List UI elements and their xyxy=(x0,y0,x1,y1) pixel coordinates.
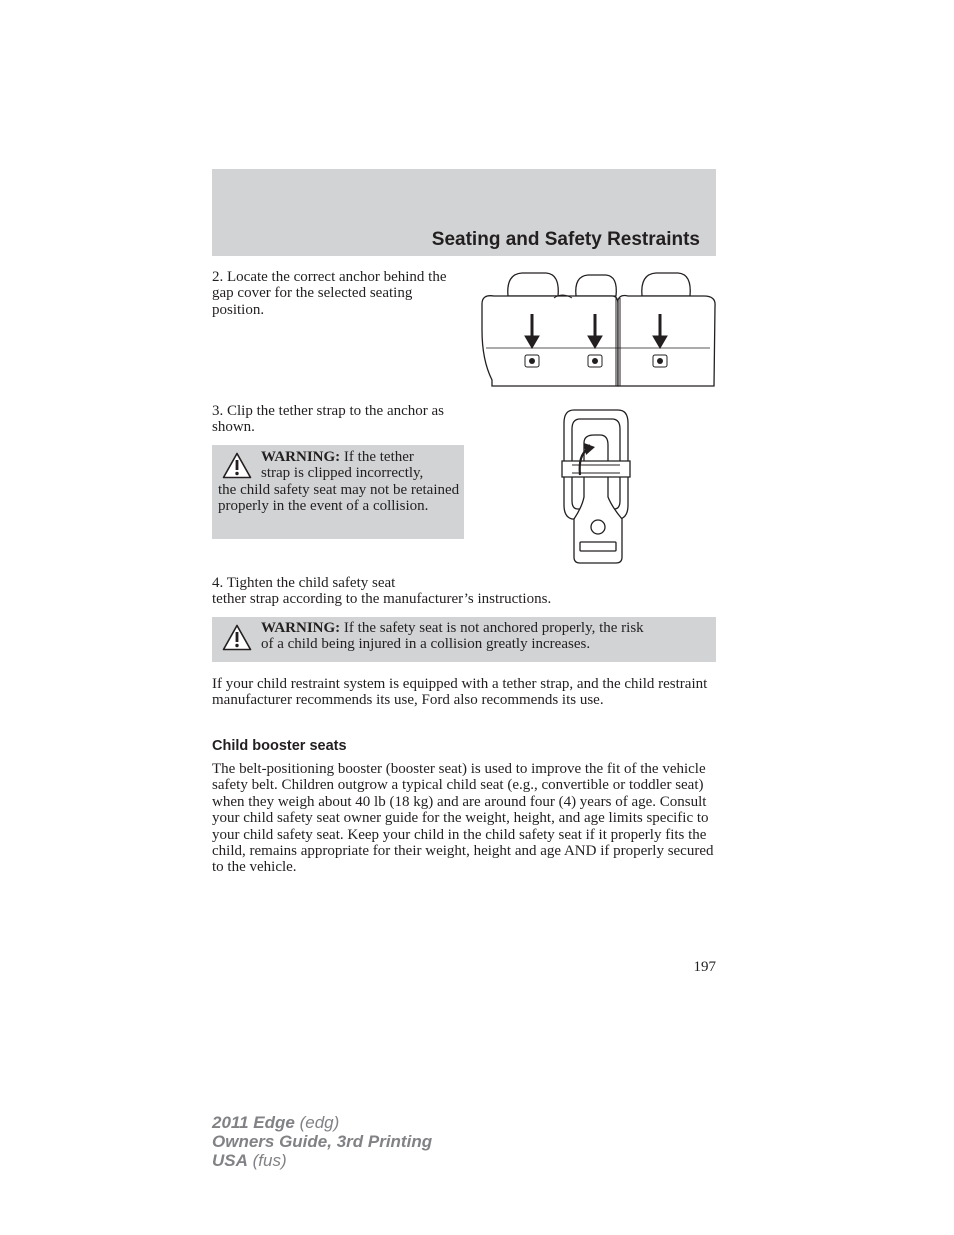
warning-box-tether xyxy=(212,445,464,539)
warning-label: WARNING: xyxy=(261,449,341,465)
footer-line-3 xyxy=(212,1151,432,1170)
footer-model: 2011 Edge xyxy=(212,1113,295,1132)
warning-triangle-icon xyxy=(222,624,252,651)
footer-line-2 xyxy=(212,1132,432,1151)
warning-box-anchoring xyxy=(212,617,716,662)
section-title: Seating and Safety Restraints xyxy=(431,229,700,250)
step-2-text: 2. Locate the correct anchor behind the gap cover for the selected seating position. xyxy=(212,269,447,318)
step-4-text-line1: 4. Tighten the child safety seat xyxy=(212,575,396,591)
step-4-text-line2: tether strap according to the manufacturer’s instructions. xyxy=(212,591,552,608)
footer-model-code: (edg) xyxy=(299,1113,340,1132)
document-footer xyxy=(212,1113,432,1170)
warning-text-line2: strap is clipped incorrectly, xyxy=(261,465,424,482)
footer-line-1 xyxy=(212,1113,432,1132)
footer-market: USA xyxy=(212,1151,248,1170)
warning-text-line1: If the tether xyxy=(343,449,414,465)
rear-seat-anchor-illustration xyxy=(478,270,718,388)
footer-edition: Owners Guide, 3rd Printing xyxy=(212,1132,433,1151)
booster-seats-paragraph: The belt-positioning booster (booster seat) is used to improve the fit of the vehicle safety belt. Children outgrow a typical child seat (e.g., convertible or toddler seat) when they weigh about 40 lb (18 kg) and are around four (4) years of age. Consult your child safety seat owner guide for the weight, height, and age limits specific to your child safety seat. Keep your child in the child safety seat if it properly fits the child, remains appropriate for their weight, height and age AND if properly secured to the vehicle. xyxy=(212,761,714,876)
footer-market-code: (fus) xyxy=(252,1151,287,1170)
warning-triangle-icon xyxy=(222,452,252,479)
warning-text-line1: If the safety seat is not anchored properly, the risk xyxy=(343,620,644,636)
warning-label: WARNING: xyxy=(261,620,341,636)
step-3-text: 3. Clip the tether strap to the anchor as shown. xyxy=(212,403,445,436)
booster-seats-heading: Child booster seats xyxy=(212,738,347,754)
warning-text-rest: the child safety seat may not be retained properly in the event of a collision. xyxy=(218,481,460,515)
page-number: 197 xyxy=(693,959,716,975)
section-header xyxy=(212,169,716,256)
tether-recommendation-paragraph: If your child restraint system is equipped with a tether strap, and the child restraint manufacturer recommends its use, Ford also recommends its use. xyxy=(212,676,708,709)
tether-anchor-clip-illustration xyxy=(560,405,632,567)
warning-text-line2: of a child being injured in a collision greatly increases. xyxy=(261,636,591,653)
